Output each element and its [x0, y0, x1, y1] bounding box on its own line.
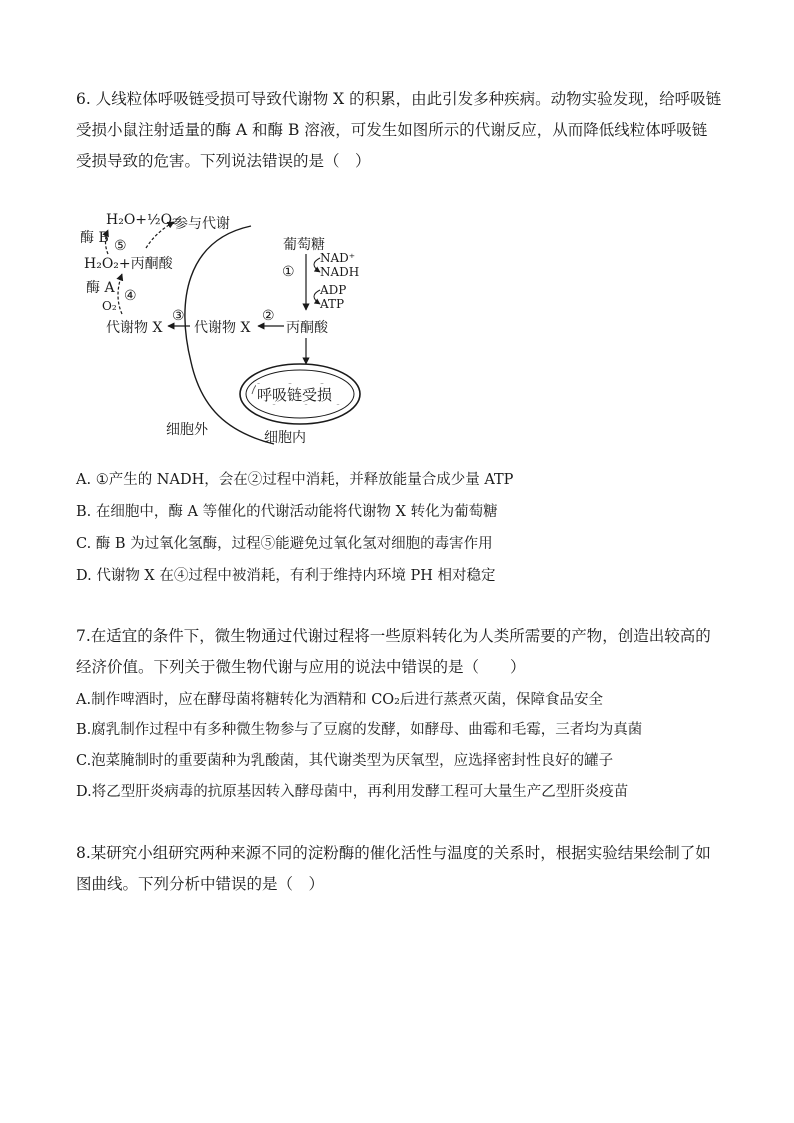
q8-stem: 8.某研究小组研究两种来源不同的淀粉酶的催化活性与温度的关系时，根据实验结果绘制了如图曲线。下列分析中错误的是（ ） — [76, 844, 711, 893]
q7-option-d: D.将乙型肝炎病毒的抗原基因转入酵母菌中，再利用发酵工程可大量生产乙型肝炎疫苗 — [76, 784, 629, 800]
metab-x-inside-label: 代谢物 X — [194, 320, 251, 336]
o2-label: O₂ — [102, 299, 117, 313]
q7-option-c: C.泡菜腌制时的重要菌种为乳酸菌，其代谢类型为厌氧型，应选择密封性良好的罐子 — [76, 753, 614, 769]
adp-label: ADP — [320, 283, 347, 297]
h2o2-acetone-label: H₂O₂+丙酮酸 — [84, 256, 173, 272]
arrow-4 — [118, 274, 122, 314]
participate-label: 参与代谢 — [174, 216, 230, 232]
step5-label: ⑤ — [114, 238, 127, 254]
mito-label: 呼吸链受损 — [257, 386, 333, 404]
inside-label: 细胞内 — [264, 430, 306, 446]
glucose-label: 葡萄糖 — [283, 237, 325, 253]
q6-stem: 6. 人线粒体呼吸链受损可导致代谢物 X 的积累，由此引发多种疾病。动物实验发现，给呼吸链受损小鼠注射适量的酶 A 和酶 B 溶液，可发生如图所示的代谢反应，从而降低线粒体呼吸链受损导致的危害。下列说法错误的是（ ） — [76, 90, 722, 170]
step2-label: ② — [262, 308, 275, 324]
q7-option-b: B.腐乳制作过程中有多种微生物参与了豆腐的发酵，如酵母、曲霉和毛霉，三者均为真菌 — [76, 722, 643, 738]
q6-option-b: B. 在细胞中，酶 A 等催化的代谢活动能将代谢物 X 转化为葡萄糖 — [76, 504, 498, 520]
outside-label: 细胞外 — [166, 422, 208, 438]
q6-option-c: C. 酶 B 为过氧化氢酶，过程⑤能避免过氧化氢对细胞的毒害作用 — [76, 536, 493, 552]
pyruvate-label: 丙酮酸 — [286, 320, 328, 336]
q6-option-a: A. ①产生的 NADH，会在②过程中消耗，并释放能量合成少量 ATP — [76, 472, 514, 488]
step3-label: ③ — [172, 308, 185, 324]
nad-label: NAD⁺ — [320, 251, 356, 265]
q7-option-a: A.制作啤酒时，应在酵母菌将糖转化为酒精和 CO₂后进行蒸煮灭菌，保障食品安全 — [76, 692, 603, 708]
enzyme-a-label: 酶 A — [86, 280, 115, 296]
enzyme-b-label: 酶 B — [80, 230, 109, 246]
h2o-o2-label: H₂O+½O₂ — [106, 212, 178, 228]
atp-label: ATP — [320, 297, 345, 311]
metab-x-outside-label: 代谢物 X — [106, 320, 163, 336]
q7-stem: 7.在适宜的条件下，微生物通过代谢过程将一些原料转化为人类所需要的产物，创造出较高的经济价值。下列关于微生物代谢与应用的说法中错误的是（ ） — [76, 627, 711, 676]
nadh-label: NADH — [320, 265, 360, 279]
metabolism-diagram — [76, 192, 376, 448]
step1-label: ① — [282, 264, 295, 280]
q6-option-d: D. 代谢物 X 在④过程中被消耗，有利于维持内环境 PH 相对稳定 — [76, 568, 496, 584]
step4-label: ④ — [124, 288, 137, 304]
